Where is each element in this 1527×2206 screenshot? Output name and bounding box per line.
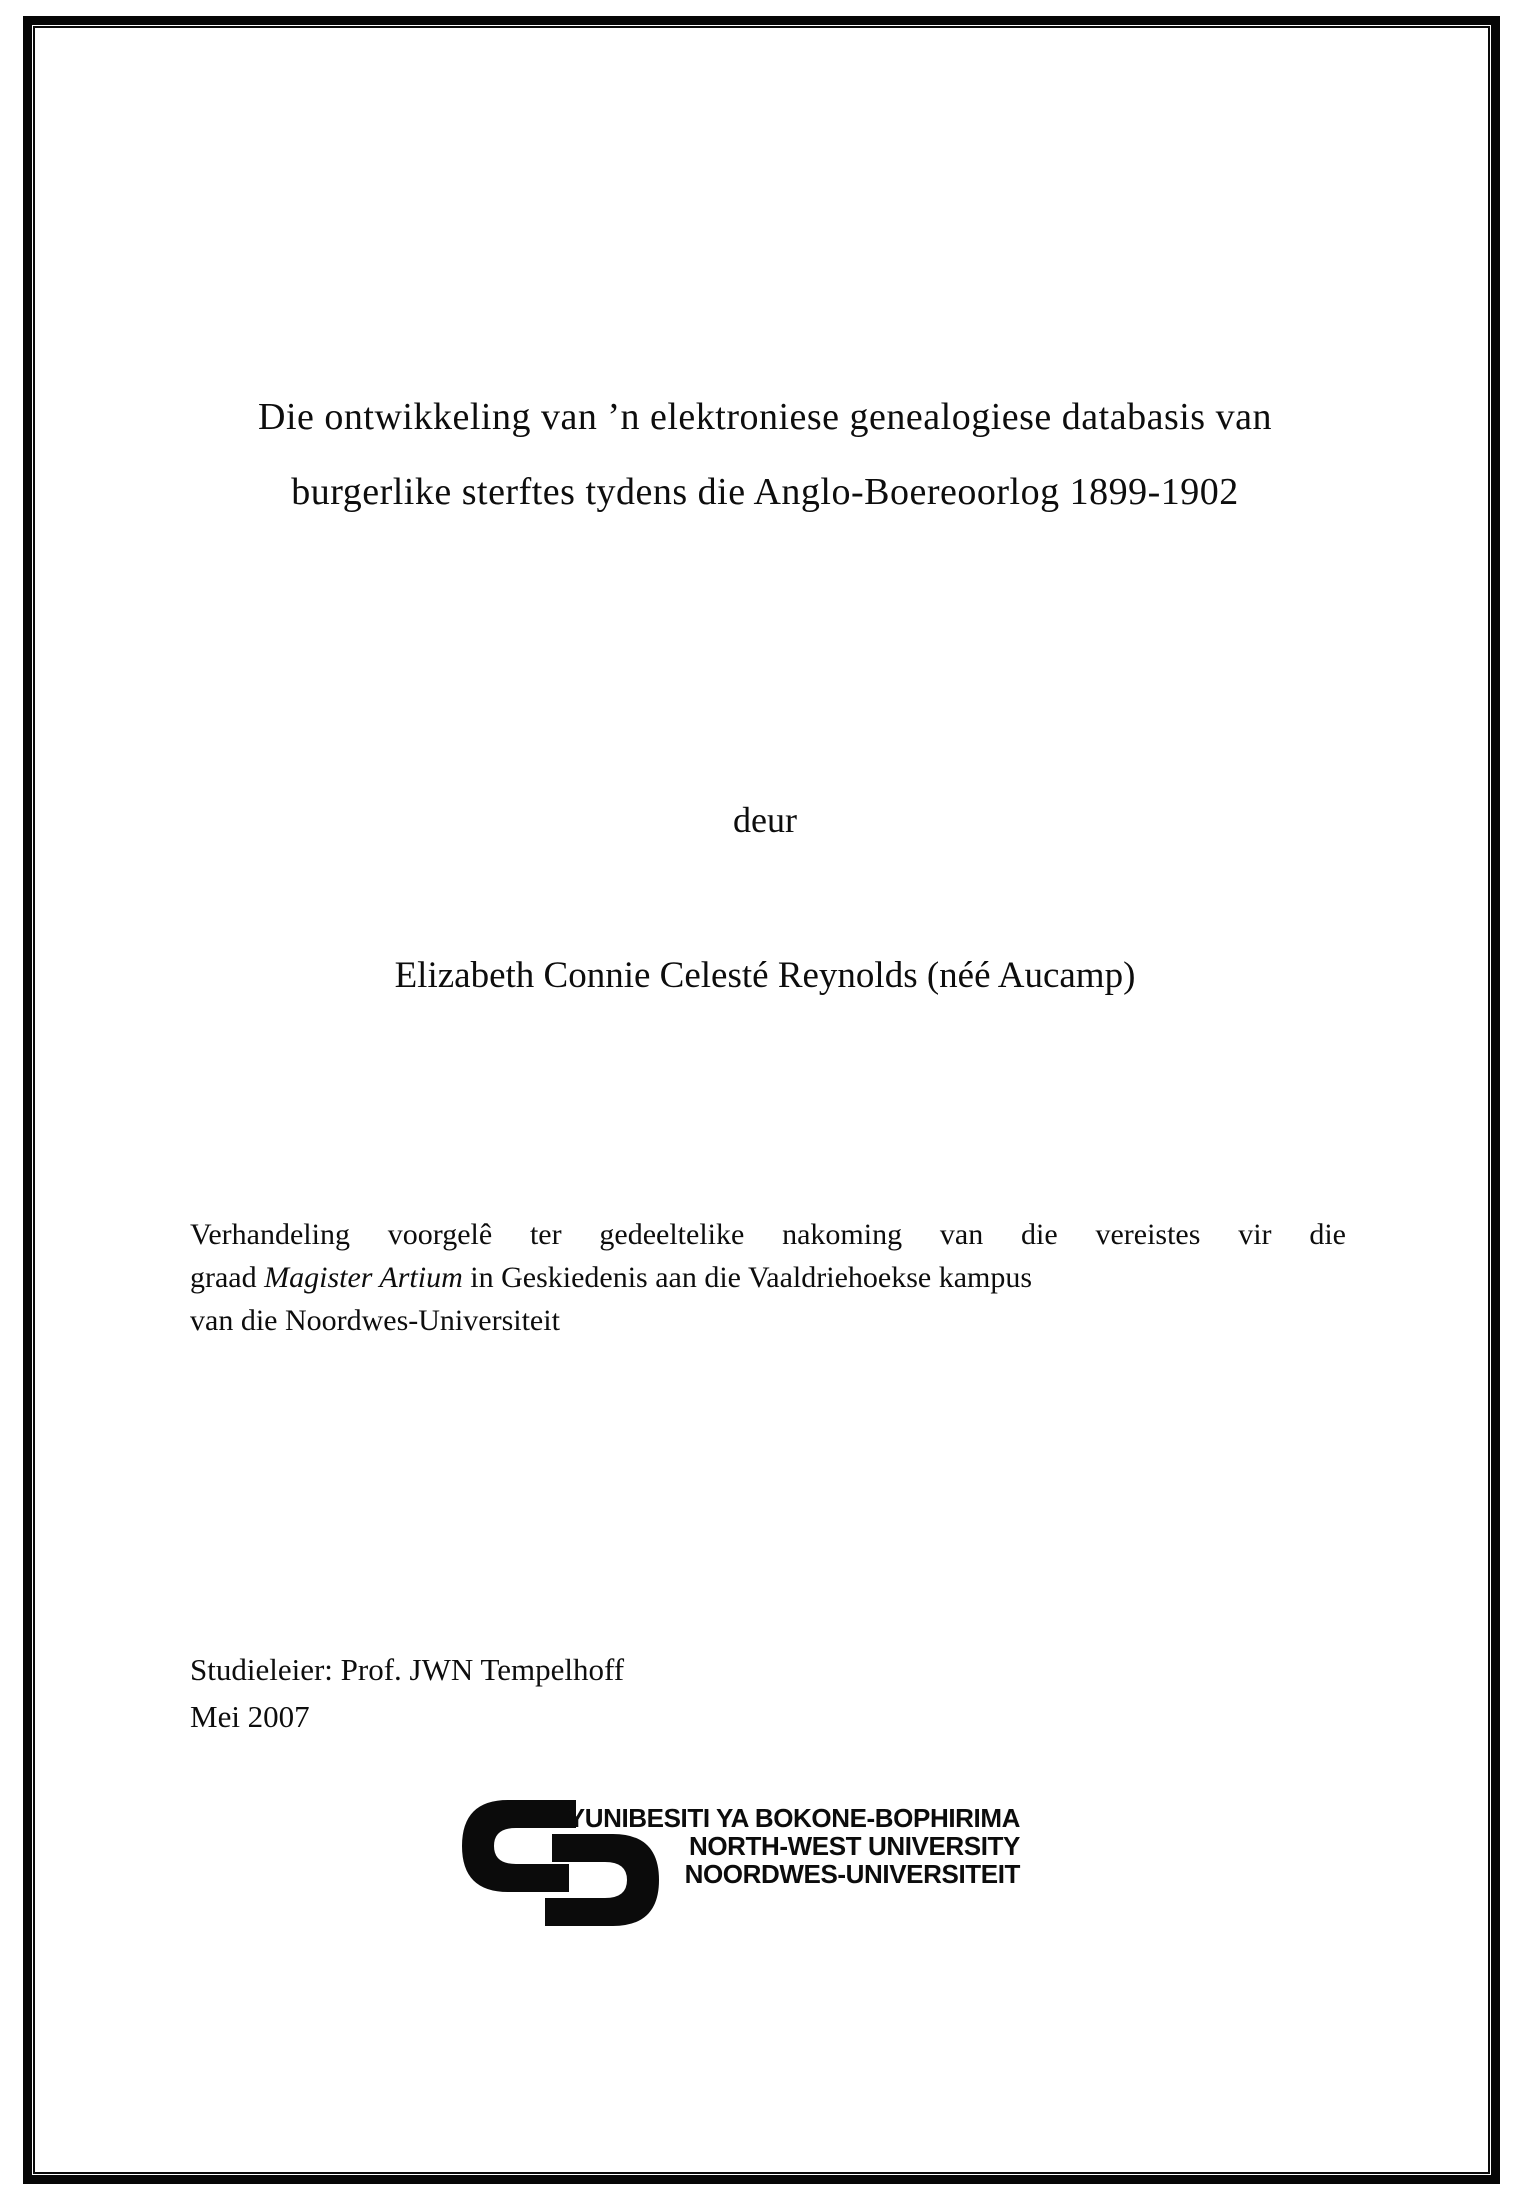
byline-label: deur [733, 800, 797, 840]
author-name: Elizabeth Connie Celesté Reynolds (néé Aucamp) [394, 955, 1136, 996]
university-name-english: NORTH-WEST UNIVERSITY [688, 1831, 1020, 1861]
supervisor-block [190, 1646, 1090, 1740]
thesis-statement-line2-post: in Geskiedenis aan die Vaaldriehoekse kampus [462, 1261, 1033, 1294]
thesis-statement-line3: van die Noordwes-Universiteit [190, 1304, 560, 1337]
thesis-statement-line1: Verhandeling voorgelê ter gedeeltelike nakoming van die vereistes vir die [190, 1218, 1346, 1251]
thesis-statement-line2 [190, 1256, 1346, 1299]
thesis-title [180, 380, 1350, 530]
thesis-statement [190, 1213, 1346, 1342]
university-name-afrikaans: NOORDWES-UNIVERSITEIT [684, 1859, 1020, 1889]
degree-name-italic: Magister Artium [264, 1261, 463, 1294]
thesis-statement-line2-pre: graad [190, 1261, 265, 1294]
university-name-setswana: YUNIBESITI YA BOKONE-BOPHIRIMA [567, 1803, 1020, 1833]
thesis-title-line1: Die ontwikkeling van ’n elektroniese genealogiese databasis van [258, 396, 1272, 438]
university-logo [462, 1798, 1062, 1938]
university-logo-text [562, 1804, 1020, 1888]
thesis-title-line2: burgerlike sterftes tydens die Anglo-Boereoorlog 1899-1902 [291, 471, 1239, 513]
date-line: Mei 2007 [190, 1699, 310, 1734]
supervisor-line: Studieleier: Prof. JWN Tempelhoff [190, 1652, 625, 1687]
